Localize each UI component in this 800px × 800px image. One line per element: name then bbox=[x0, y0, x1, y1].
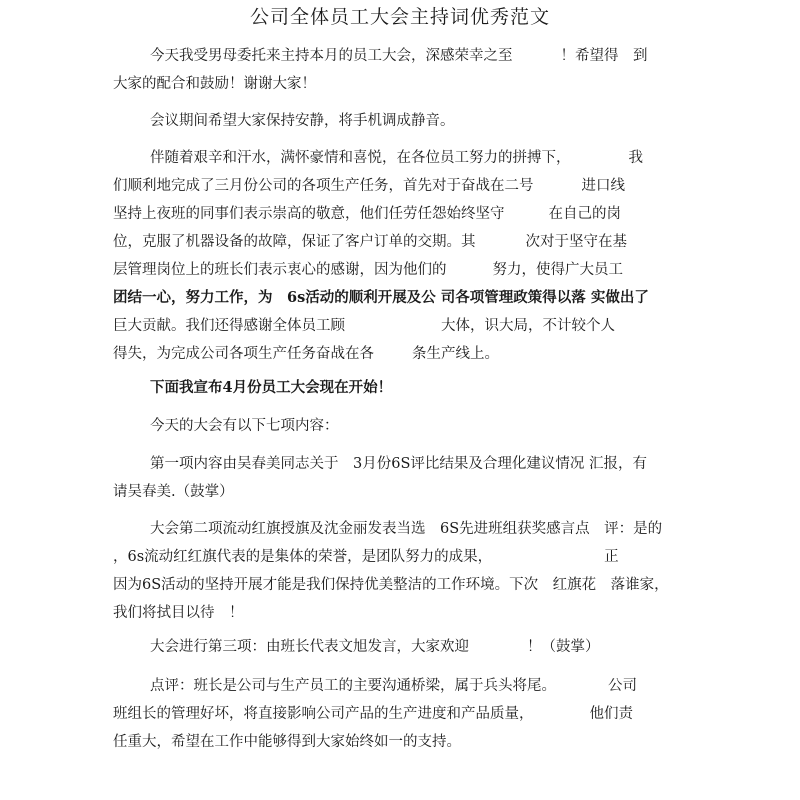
text-line: 下面我宣布4月份员工大会现在开始！ bbox=[150, 379, 393, 396]
text-line: 今天我受男母委托来主持本月的员工大会，深感荣幸之至 ！希望得 到 bbox=[150, 48, 648, 64]
text-line: 大会进行第三项：由班长代表文旭发言，大家欢迎 ！（鼓掌） bbox=[150, 639, 600, 655]
document-title: 公司全体员工大会主持词优秀范文 bbox=[249, 6, 550, 28]
text-line: 层管理岗位上的班长们表示衷心的感谢，因为他们的 努力，使得广大员工 bbox=[113, 262, 623, 278]
text-line: 点评：班长是公司与生产员工的主要沟通桥梁，属于兵头将尾。 公司 bbox=[150, 678, 637, 694]
text-line: 伴随着艰辛和汗水，满怀豪情和喜悦，在各位员工努力的拼搏下， 我 bbox=[150, 150, 643, 166]
text-line: 团结一心，努力工作，为 6s活动的顺利开展及公 司各项管理政策得以落 实做出了 bbox=[113, 289, 649, 306]
text-line: 因为6S活动的坚持开展才能是我们保持优美整洁的工作环境。下次 红旗花 落谁家， bbox=[113, 577, 669, 593]
text-line: 得失，为完成公司各项生产任务奋战在各 条生产线上。 bbox=[113, 346, 499, 362]
text-line: 坚持上夜班的同事们表示崇高的敬意，他们任劳任怨始终坚守 在自己的岗 bbox=[113, 206, 621, 222]
text-line: 第一项内容由吴春美同志关于 3月份6S评比结果及合理化建议情况 汇报，有 bbox=[150, 456, 647, 472]
text-line: 任重大，希望在工作中能够得到大家始终如一的支持。 bbox=[113, 734, 461, 750]
text-line: 大会第二项流动红旗授旗及沈金丽发表当选 6S先进班组获奖感言点 评：是的 bbox=[150, 521, 663, 537]
text-line: 班组长的管理好坏，将直接影响公司产品的生产进度和产品质量， 他们责 bbox=[113, 706, 633, 722]
text-line: 位，克服了机器设备的故障，保证了客户订单的交期。其 次对于坚守在基 bbox=[113, 234, 627, 250]
text-line: 我们将拭目以待 ！ bbox=[113, 605, 244, 621]
text-line: 大家的配合和鼓励！谢谢大家！ bbox=[113, 76, 316, 92]
text-line: 请吴春美.（鼓掌） bbox=[113, 484, 234, 500]
text-line: ，6s流动红红旗代表的是集体的荣誉，是团队努力的成果， 正 bbox=[113, 549, 619, 565]
text-line: 们顺利地完成了三月份公司的各项生产任务，首先对于奋战在二号 进口线 bbox=[113, 178, 625, 194]
text-line: 会议期间希望大家保持安静，将手机调成静音。 bbox=[150, 113, 455, 129]
text-line: 巨大贡献。我们还得感谢全体员工顾 大体，识大局，不计较个人 bbox=[113, 318, 615, 334]
text-line: 今天的大会有以下七项内容： bbox=[150, 418, 339, 434]
